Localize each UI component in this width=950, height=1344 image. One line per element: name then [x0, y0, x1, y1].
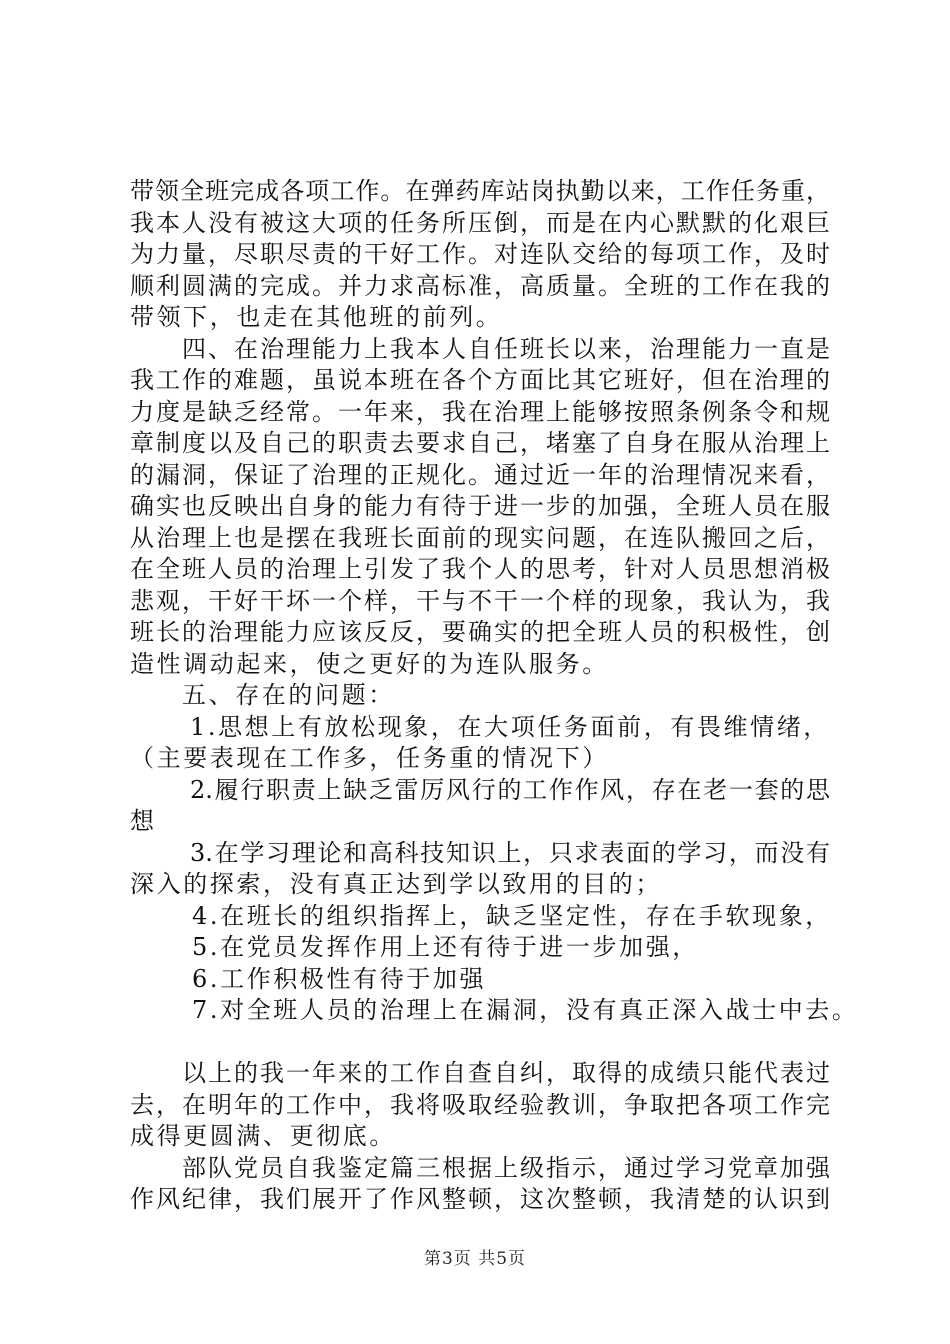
text-line: 力度是缺乏经常。一年来，我在治理上能够按照条例条令和规: [130, 397, 830, 426]
text-line: 去，在明年的工作中，我将吸取经验教训，争取把各项工作完: [130, 1090, 830, 1119]
list-item-continuation: 深入的探索，没有真正达到学以致用的目的；: [130, 870, 662, 898]
text-line: 悲观，干好干坏一个样，干与不干一个样的现象，我认为，我: [130, 586, 830, 615]
text-line: 四、在治理能力上我本人自任班长以来，治理能力一直是: [182, 334, 830, 363]
text-line: 以上的我一年来的工作自查自纠，取得的成绩只能代表过: [182, 1059, 830, 1087]
text-line: 造性调动起来，使之更好的为连队服务。: [130, 649, 609, 678]
text-line: 从治理上也是摆在我班长面前的现实问题，在连队搬回之后，: [130, 523, 830, 552]
text-line: 在全班人员的治理上引发了我个人的思考，针对人员思想消极: [130, 555, 830, 583]
list-item: 7.对全班人员的治理上在漏洞，没有真正深入战士中去。: [192, 996, 859, 1024]
text-line: 班长的治理能力应该反反，要确实的把全班人员的积极性，创: [130, 618, 830, 646]
list-item: 1.思想上有放松现象，在大项任务面前，有畏维情绪，: [190, 712, 830, 741]
document-body: [130, 176, 859, 1216]
list-item: 2.履行职责上缺乏雷厉风行的工作作风，存在老一套的思: [190, 775, 830, 804]
text-line: 的漏洞，保证了治理的正规化。通过近一年的治理情况来看，: [130, 460, 830, 489]
text-line: 带领下，也走在其他班的前列。: [130, 303, 503, 331]
text-line: 作风纪律，我们展开了作风整顿，这次整顿，我清楚的认识到: [130, 1185, 830, 1213]
text-line: 顺利圆满的完成。并力求高标准，高质量。全班的工作在我的: [130, 271, 830, 300]
text-line: 我本人没有被这大项的任务所压倒，而是在内心默默的化艰巨: [130, 208, 830, 237]
list-item: 3.在学习理论和高科技知识上，只求表面的学习，而没有: [190, 838, 830, 867]
list-item-continuation: （主要表现在工作多，任务重的情况下）: [130, 744, 609, 772]
text-line: 章制度以及自己的职责去要求自己，堵塞了自身在服从治理上: [130, 429, 830, 457]
section-heading: 五、存在的问题：: [182, 681, 395, 709]
page-footer: 第3页 共5页: [423, 1249, 527, 1269]
list-item-continuation: 想: [130, 807, 157, 835]
list-item: 4.在班长的组织指挥上，缺乏坚定性，存在手软现象，: [192, 901, 832, 930]
text-line: 带领全班完成各项工作。在弹药库站岗执勤以来，工作任务重，: [130, 177, 830, 205]
text-line: 成得更圆满、更彻底。: [130, 1122, 396, 1150]
text-line: 为力量，尽职尽责的干好工作。对连队交给的每项工作，及时: [130, 240, 830, 268]
text-line: 部队党员自我鉴定篇三根据上级指示，通过学习党章加强: [182, 1153, 830, 1182]
text-line: 确实也反映出自身的能力有待于进一步的加强，全班人员在服: [130, 492, 830, 520]
list-item: 6.工作积极性有待于加强: [192, 964, 487, 993]
paragraph-gap: [130, 1027, 830, 1059]
list-item: 5.在党员发挥作用上还有待于进一步加强，: [192, 933, 699, 961]
text-line: 我工作的难题，虽说本班在各个方面比其它班好，但在治理的: [130, 366, 830, 394]
